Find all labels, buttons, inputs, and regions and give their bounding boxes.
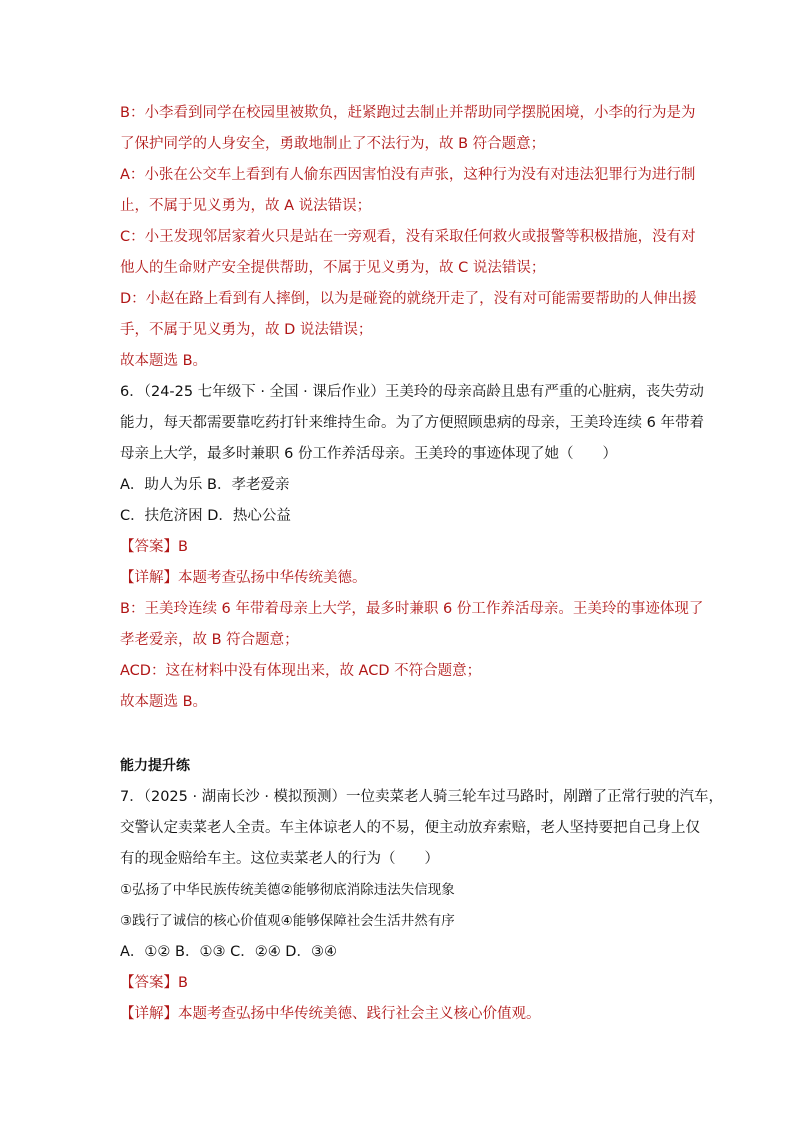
q5-detail-d-line1: D：小赵在路上看到有人摔倒，以为是碰瓷的就绕开走了，没有对可能需要帮助的人伸出援 xyxy=(120,291,697,307)
q7-stem-line3: 有的现金赔给车主。这位卖菜老人的行为（ ） xyxy=(120,851,439,867)
q6-detail-b-line2: 孝老爱亲，故 B 符合题意； xyxy=(120,632,299,648)
q5-detail-a-line2: 止，不属于见义勇为，故 A 说法错误； xyxy=(120,198,372,214)
q5-detail-c-line2: 他人的生命财产安全提供帮助，不属于见义勇为，故 C 说法错误； xyxy=(120,260,546,276)
q7-statements-line2: ③践行了诚信的核心价值观④能够保障社会生活井然有序 xyxy=(120,913,455,929)
q6-options-line2: C．扶危济困 D．热心公益 xyxy=(120,508,291,524)
q5-detail-a-line1: A：小张在公交车上看到有人偷东西因害怕没有声张，这种行为没有对违法犯罪行为进行制 xyxy=(120,167,696,183)
q5-detail-b-line1: B：小李看到同学在校园里被欺负，赶紧跑过去制止并帮助同学摆脱困境，小李的行为是为 xyxy=(120,105,696,121)
q5-detail-d-line2: 手，不属于见义勇为，故 D 说法错误； xyxy=(120,322,373,338)
q7-options: A．①② B．①③ C．②④ D．③④ xyxy=(120,944,337,960)
q5-detail-c-line1: C：小王发现邻居家着火只是站在一旁观看，没有采取任何救火或报警等积极措施，没有对 xyxy=(120,229,696,245)
q7-stem-line1: 7．（2025 · 湖南长沙 · 模拟预测）一位卖菜老人骑三轮车过马路时，剐蹭了正常行驶的汽车， xyxy=(120,789,724,805)
q6-answer: 【答案】B xyxy=(120,539,188,555)
q6-detail-acd: ACD：这在材料中没有体现出来，故 ACD 不符合题意； xyxy=(120,663,482,679)
q6-options-line1: A．助人为乐 B．孝老爱亲 xyxy=(120,477,290,493)
q7-detail-intro: 【详解】本题考查弘扬中华传统美德、践行社会主义核心价值观。 xyxy=(120,1006,541,1022)
q6-stem-line1: 6．（24-25 七年级下 · 全国 · 课后作业）王美玲的母亲高龄且患有严重的心脏病，丧失劳动 xyxy=(120,384,704,400)
q5-conclusion: 故本题选 B。 xyxy=(120,353,208,369)
q6-detail-intro: 【详解】本题考查弘扬中华传统美德。 xyxy=(120,570,367,586)
q6-detail-b-line1: B：王美玲连续 6 年带着母亲上大学，最多时兼职 6 份工作养活母亲。王美玲的事迹体现了 xyxy=(120,601,704,617)
q6-conclusion: 故本题选 B。 xyxy=(120,694,208,710)
q6-stem-line2: 能力，每天都需要靠吃药打针来维持生命。为了方便照顾患病的母亲，王美玲连续 6 年带着 xyxy=(120,415,704,431)
section-heading: 能力提升练 xyxy=(120,758,190,774)
q6-stem-line3: 母亲上大学，最多时兼职 6 份工作养活母亲。王美玲的事迹体现了她（ ） xyxy=(120,446,617,462)
q7-answer: 【答案】B xyxy=(120,975,188,991)
q5-detail-b-line2: 了保护同学的人身安全，勇敢地制止了不法行为，故 B 符合题意； xyxy=(120,136,546,152)
q7-stem-line2: 交警认定卖菜老人全责。车主体谅老人的不易，便主动放弃索赔，老人坚持要把自己身上仅 xyxy=(120,820,700,836)
q7-statements-line1: ①弘扬了中华民族传统美德②能够彻底消除违法失信现象 xyxy=(120,882,455,898)
